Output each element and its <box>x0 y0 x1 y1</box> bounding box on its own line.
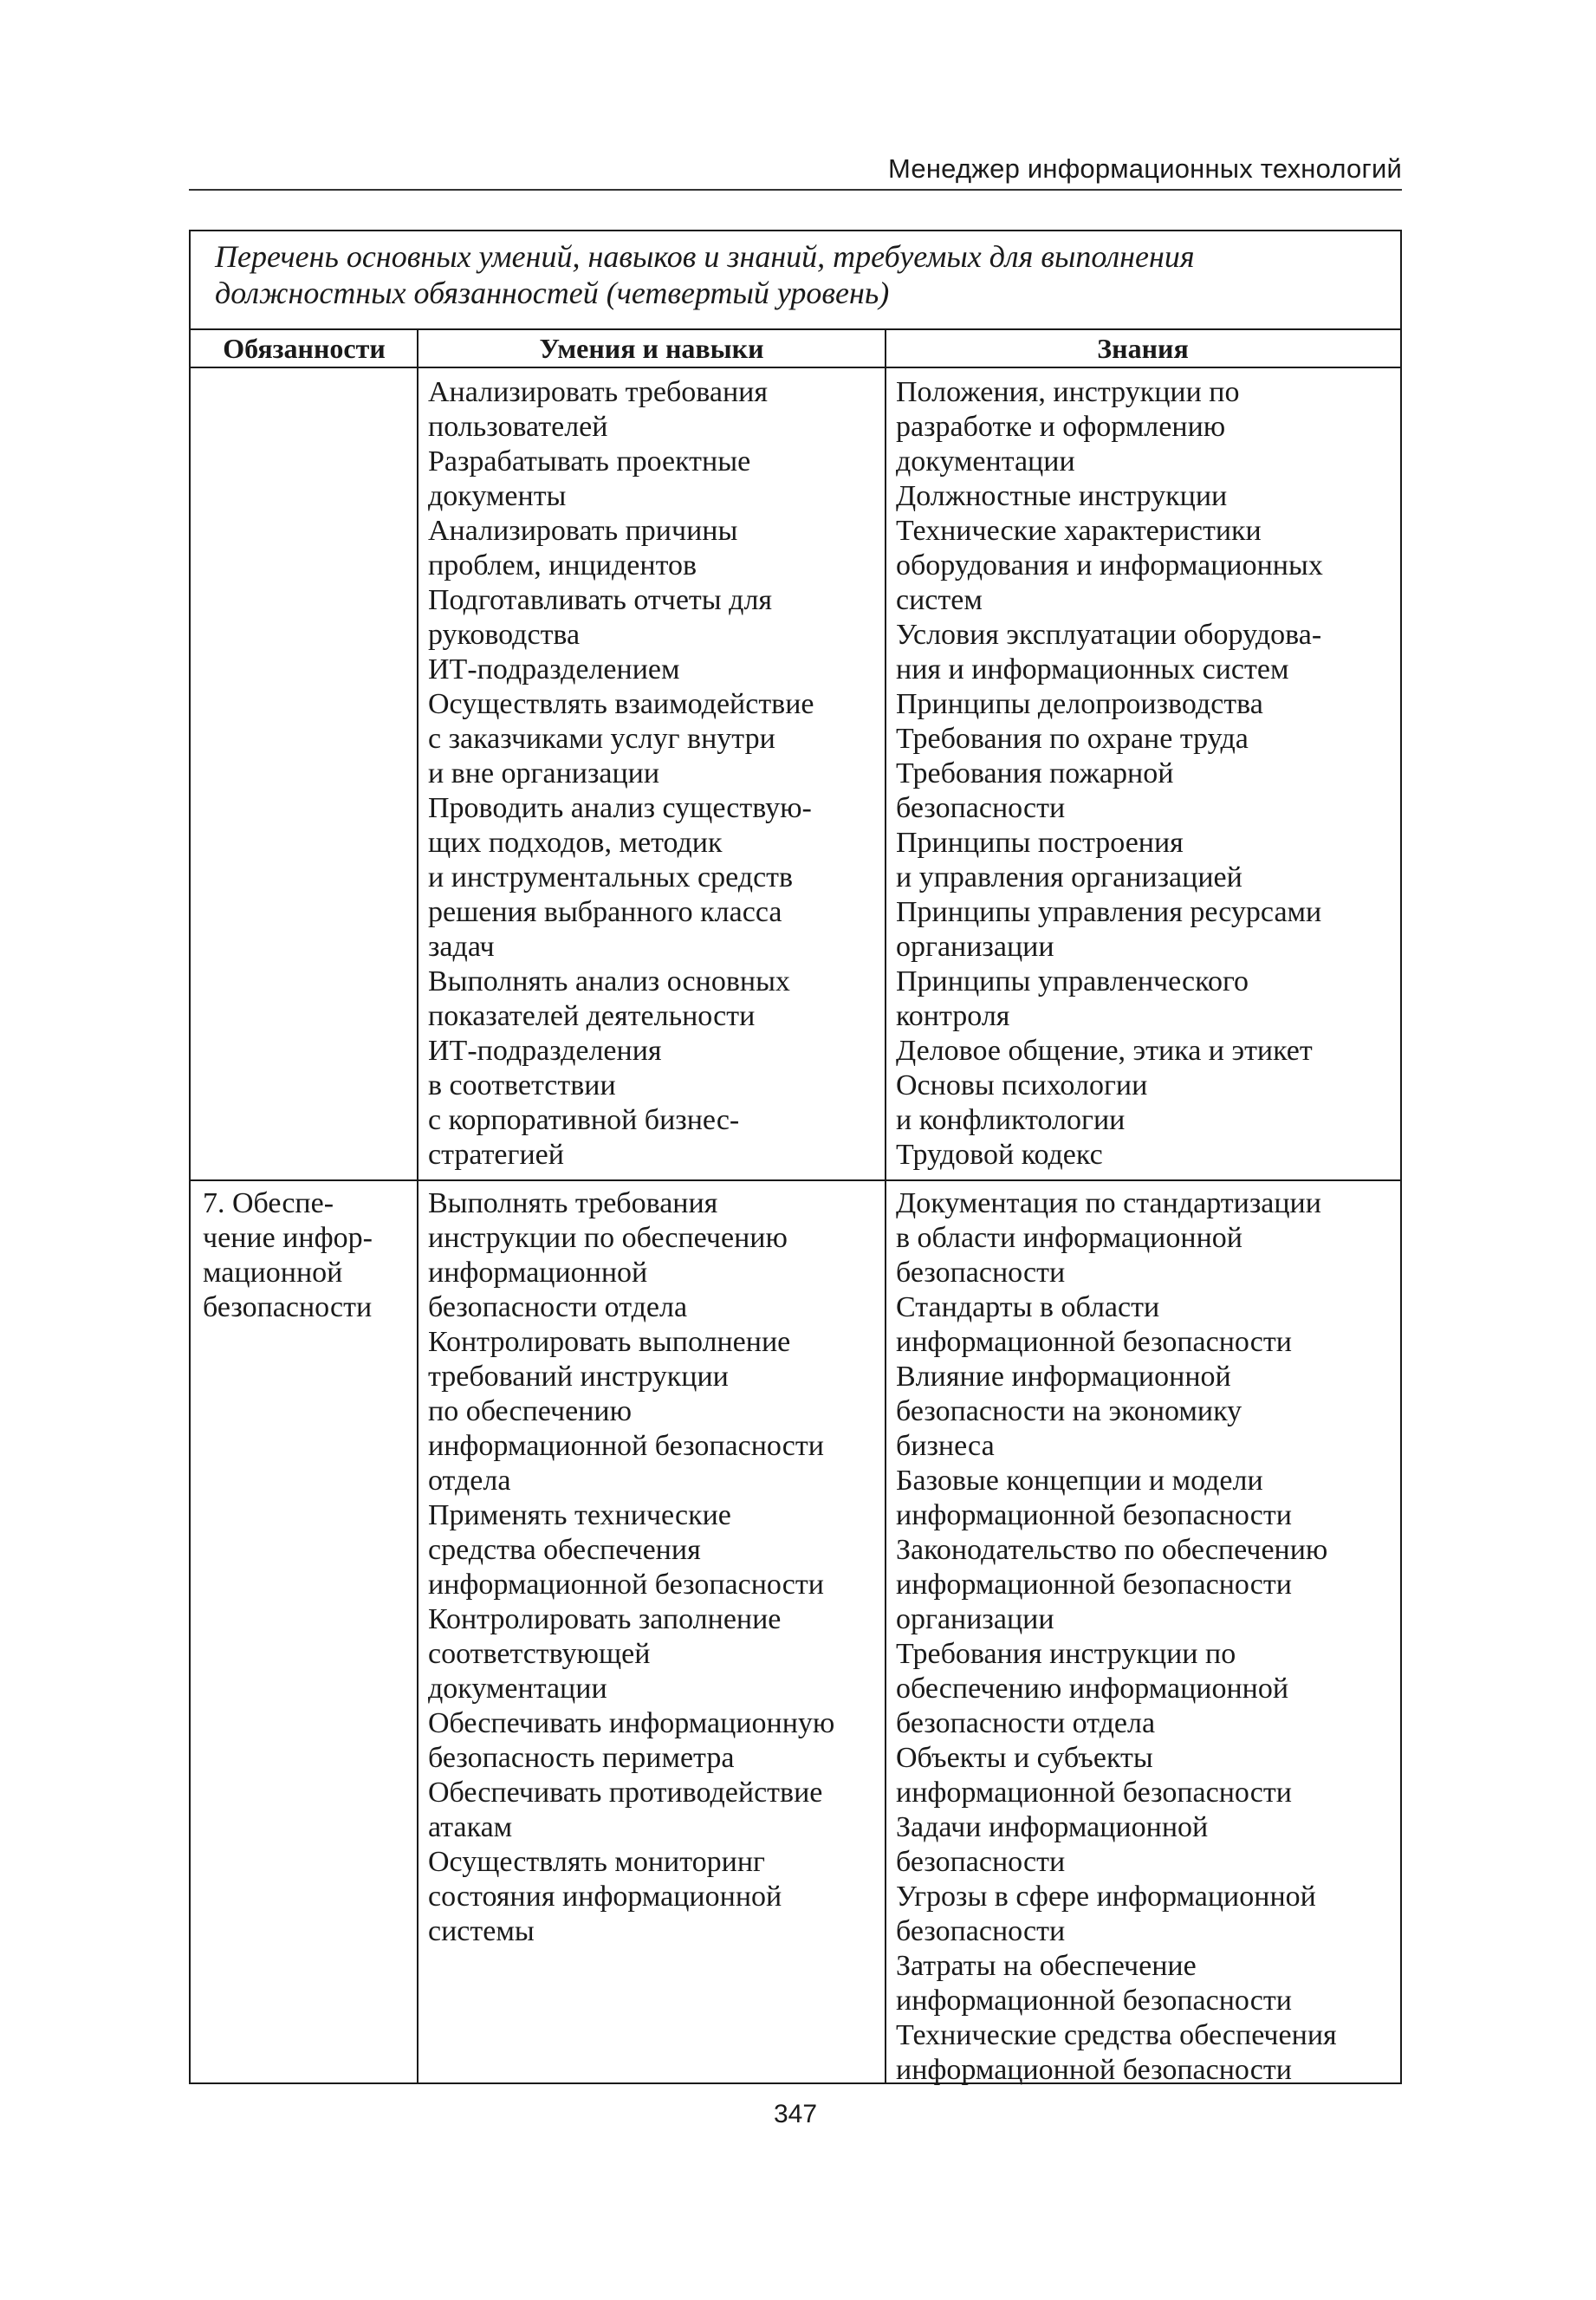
page-number: 347 <box>773 2100 818 2128</box>
knowledge-cell: Положения, инструкции по разработке и оформлению документации Должностные инструкции Технические характеристики оборудования и информационных систем Условия эксплуатации оборудова- ния и информационных систем Принципы делопроизводства Требования по охране труда Требования пожарной безопасности Принципы построения и управления организацией Принципы управления ресурсами организации Принципы управленческого контроля Деловое общение, этика и этикет Основы психологии и конфликтологии Трудовой кодекс <box>896 376 1323 1171</box>
skills-cell: Анализировать требования пользователей Разрабатывать проектные документы Анализировать причины проблем, инцидентов Подготавливать отчеты для руководства ИТ-подразделением Осуществлять взаимодействие с заказчиками услуг внутри и вне организации Проводить анализ существую- щих подходов, методик и инструментальных средств решения выбранного класса задач Выполнять анализ основных показателей деятельности ИТ-подразделения в соответствии с корпоративной бизнес- стратегией <box>428 376 814 1171</box>
duty-cell: 7. Обеспе- чение инфор- мационной безопасности <box>203 1187 373 1323</box>
column-header-knowledge: Знания <box>886 330 1400 368</box>
skills-cell: Выполнять требования инструкции по обеспечению информационной безопасности отдела Контролировать выполнение требований инструкции по обеспечению информационной безопасности отдела Применять технические средства обеспечения информационной безопасности Контролировать заполнение соответствующей документации Обеспечивать информационную безопасность периметра Обеспечивать противодействие атакам Осуществлять мониторинг состояния информационной системы <box>428 1187 835 1947</box>
running-header: Менеджер информационных технологий <box>888 153 1402 184</box>
column-header-duties: Обязанности <box>191 330 418 368</box>
competency-table <box>189 230 1402 2084</box>
header-rule <box>189 189 1402 191</box>
column-divider <box>885 330 886 2082</box>
table-caption: Перечень основных умений, навыков и знаний, требуемых для выполнения должностных обязанностей (четвертый уровень) <box>191 231 1400 330</box>
row-divider <box>191 1179 1400 1181</box>
column-header-skills: Умения и навыки <box>418 330 886 368</box>
column-divider <box>417 330 418 2082</box>
knowledge-cell: Документация по стандартизации в области информационной безопасности Стандарты в области информационной безопасности Влияние информационной безопасности на экономику бизнеса Базовые концепции и модели информационной безопасности Законодательство по обеспечению информационной безопасности организации Требования инструкции по обеспечению информационной безопасности отдела Объекты и субъекты информационной безопасности Задачи информационной безопасности Угрозы в сфере информационной безопасности Затраты на обеспечение информационной безопасности Технические средства обеспечения информационной безопасности <box>896 1187 1337 2086</box>
